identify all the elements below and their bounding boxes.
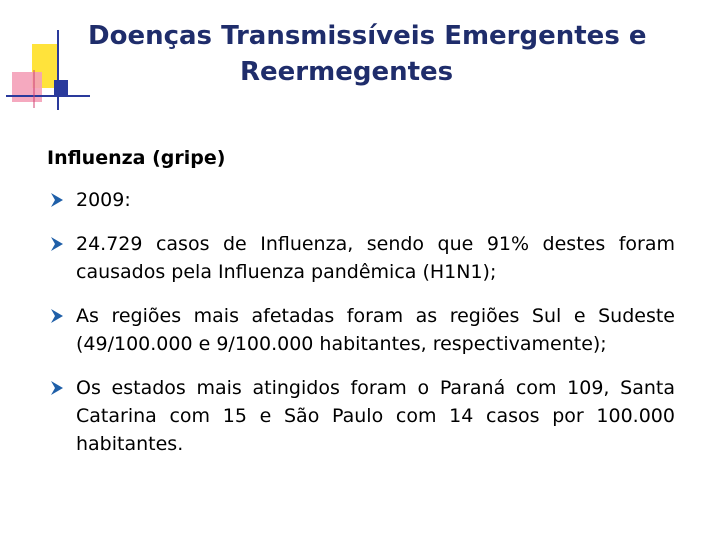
bullet-list — [47, 186, 675, 474]
arrowhead-bullet-icon — [50, 381, 64, 395]
section-subtitle: Influenza (gripe) — [47, 147, 226, 169]
title-line-1: Doenças Transmissíveis Emergentes e — [88, 21, 647, 51]
bullet-text: 24.729 casos de Influenza, sendo que 91% destes foram causados pela Influenza pandêmica (H1N1); — [76, 233, 675, 283]
bullet-item — [47, 230, 675, 286]
bullet-text: As regiões mais afetadas foram as regiões Sul e Sudeste (49/100.000 e 9/100.000 habitantes, respectivamente); — [76, 305, 675, 355]
bullet-item — [47, 302, 675, 358]
bullet-item — [47, 186, 675, 214]
arrowhead-bullet-icon — [50, 193, 64, 207]
title-line-2: Reermegentes — [240, 57, 454, 87]
bullet-text: Os estados mais atingidos foram o Paraná com 109, Santa Catarina com 15 e São Paulo com 14 casos por 100.000 habitantes. — [76, 377, 675, 455]
arrowhead-bullet-icon — [50, 309, 64, 323]
bullet-text: 2009: — [76, 189, 131, 211]
arrowhead-bullet-icon — [50, 237, 64, 251]
bullet-item — [47, 374, 675, 458]
page-title — [0, 18, 720, 90]
